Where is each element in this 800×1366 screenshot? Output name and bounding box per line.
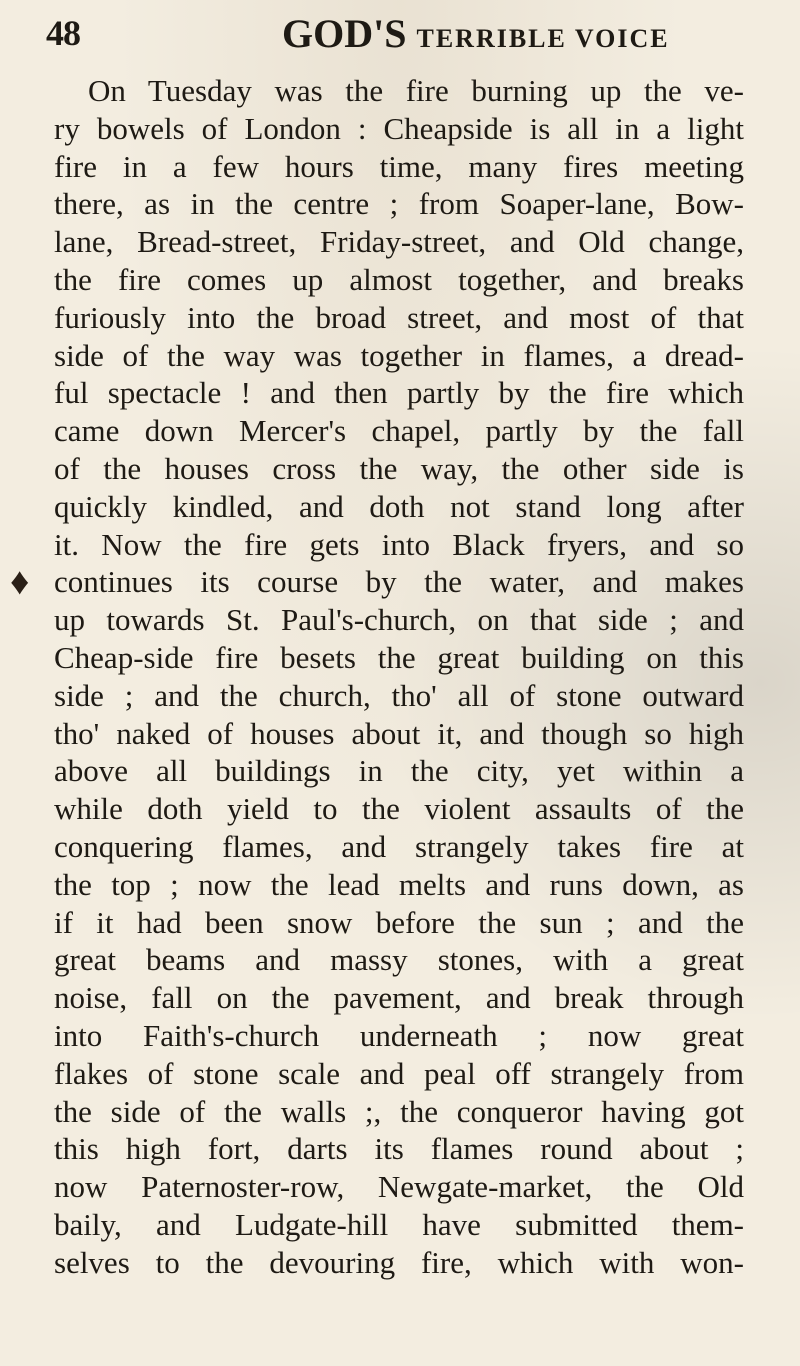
text-line: into Faith's-church underneath ; now great [54, 1017, 744, 1053]
text-line: the fire comes up almost together, and breaks [54, 261, 744, 297]
text-line: this high fort, darts its flames round about ; [54, 1131, 744, 1167]
running-head-large: GOD'S [282, 11, 407, 56]
text-line: Cheap-side fire besets the great building on this [54, 639, 744, 675]
text-line: ry bowels of London : Cheapside is all in a light [54, 110, 744, 146]
text-line: up towards St. Paul's-church, on that side ; and [54, 602, 744, 638]
text-line: tho' naked of houses about it, and though so high [54, 715, 744, 751]
body-text [54, 72, 744, 1282]
text-line: flakes of stone scale and peal off strangely from [54, 1055, 744, 1091]
text-line: if it had been snow before the sun ; and the [54, 904, 744, 940]
text-line: baily, and Ludgate-hill have submitted them- [54, 1206, 744, 1242]
text-line: furiously into the broad street, and most of that [54, 299, 744, 335]
page-number: 48 [46, 13, 80, 53]
text-line: conquering flames, and strangely takes fire at [54, 828, 744, 864]
text-line: it. Now the fire gets into Black fryers, and so [54, 526, 744, 562]
text-line: side ; and the church, tho' all of stone outward [54, 677, 744, 713]
text-line: side of the way was together in flames, a dread- [54, 337, 744, 373]
text-line: of the houses cross the way, the other side is [54, 450, 744, 486]
text-line: above all buildings in the city, yet within a [54, 753, 744, 789]
running-head [282, 10, 670, 57]
text-line: quickly kindled, and doth not stand long after [54, 488, 744, 524]
text-line: the side of the walls ;, the conqueror having got [54, 1093, 744, 1129]
page-header [46, 8, 746, 60]
text-line: noise, fall on the pavement, and break through [54, 980, 744, 1016]
text-line: there, as in the centre ; from Soaper-lane, Bow- [54, 186, 744, 222]
text-line: fire in a few hours time, many fires meeting [54, 148, 744, 184]
text-line: selves to the devouring fire, which with won- [54, 1244, 744, 1280]
margin-mark: ♦ [10, 561, 30, 603]
text-line: while doth yield to the violent assaults of the [54, 791, 744, 827]
text-line: ful spectacle ! and then partly by the fire which [54, 375, 744, 411]
running-head-small: TERRIBLE VOICE [416, 24, 670, 53]
text-line: On Tuesday was the fire burning up the ve- [88, 73, 744, 108]
text-line: now Paternoster-row, Newgate-market, the Old [54, 1169, 744, 1205]
text-line: came down Mercer's chapel, partly by the fall [54, 413, 744, 449]
text-line: the top ; now the lead melts and runs down, as [54, 866, 744, 902]
text-line: continues its course by the water, and makes [54, 564, 744, 600]
text-line: great beams and massy stones, with a great [54, 942, 744, 978]
text-line: lane, Bread-street, Friday-street, and Old change, [54, 224, 744, 260]
